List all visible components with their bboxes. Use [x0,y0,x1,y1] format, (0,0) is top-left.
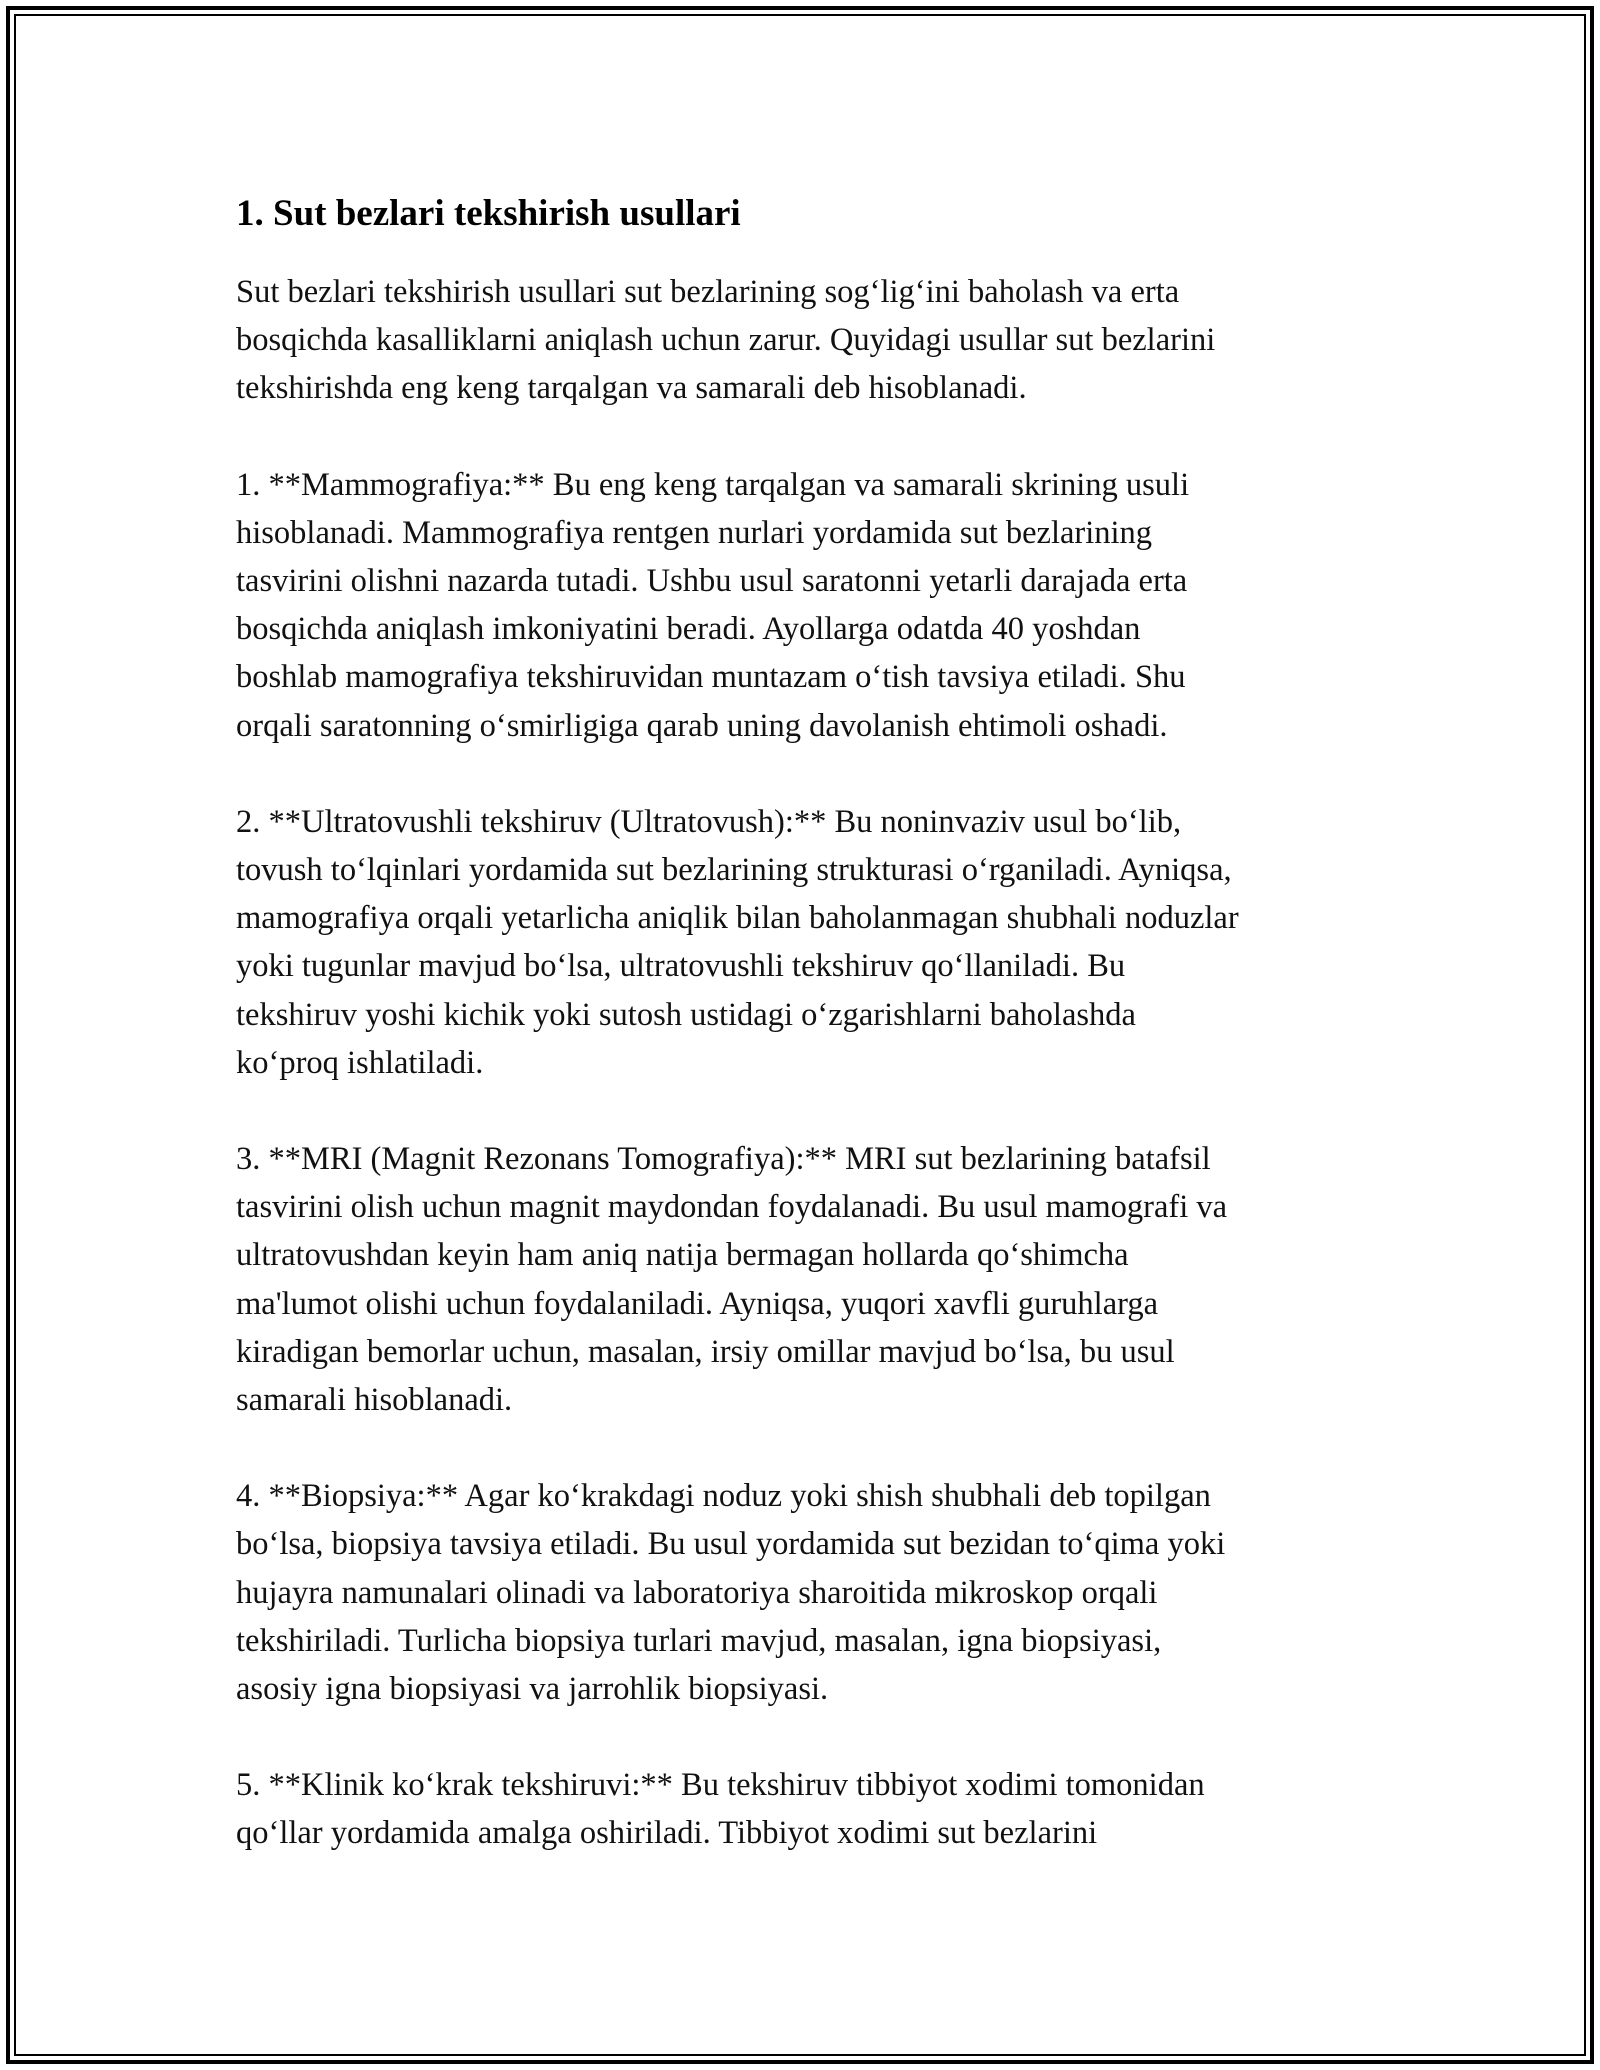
intro-paragraph: Sut bezlari tekshirish usullari sut bezlarining sog‘lig‘ini baholash va erta bosqichda kasalliklarni aniqlash uchun zarur. Quyidagi usullar sut bezlarini tekshirishda eng keng tarqalgan va samarali deb hisoblanadi. [236,274,1216,407]
biopsiya-paragraph: 4. **Biopsiya:** Agar ko‘krakdagi noduz yoki shish shubhali deb topilgan bo‘lsa, biopsiya tavsiya etiladi. Bu usul yordamida sut bezidan to‘qima yoki hujayra namunalari olinadi va laboratoriya sharoitida mikroskop orqali tekshiriladi. Turlicha biopsiya turlari mavjud, masalan, igna biopsiyasi, asosiy igna biopsiyasi va jarrohlik biopsiyasi. [236,1478,1226,1708]
section-heading: 1. Sut bezlari tekshirish usullari [236,193,741,234]
ultratovush-paragraph: 2. **Ultratovushli tekshiruv (Ultratovush):** Bu noninvaziv usul bo‘lib, tovush to‘lqinlari yordamida sut bezlarining strukturasi o‘rganiladi. Ayniqsa, mamografiya orqali yetarlicha aniqlik bilan baholanmagan shubhali noduzlar yoki tugunlar mavjud bo‘lsa, ultratovushli tekshiruv qo‘llaniladi. Bu tekshiruv yoshi kichik yoki sutosh ustidagi o‘zgarishlarni baholashda ko‘proq ishlatiladi. [236,803,1239,1081]
mri-paragraph: 3. **MRI (Magnit Rezonans Tomografiya):** MRI sut bezlarining batafsil tasvirini olish uchun magnit maydondan foydalanadi. Bu usul mamografi va ultratovushdan keyin ham aniq natija bermagan hollarda qo‘shimcha ma'lumot olishi uchun foydalaniladi. Ayniqsa, yuqori xavfli guruhlarga kiradigan bemorlar uchun, masalan, irsiy omillar mavjud bo‘lsa, bu usul samarali hisoblanadi. [236,1141,1228,1419]
document-body [236,186,1376,1858]
klinik-tekshiruv-paragraph: 5. **Klinik ko‘krak tekshiruvi:** Bu tekshiruv tibbiyot xodimi tomonidan qo‘llar yordamida amalga oshiriladi. Tibbiyot xodimi sut bezlarini [236,1767,1205,1852]
mammografiya-paragraph: 1. **Mammografiya:** Bu eng keng tarqalgan va samarali skrining usuli hisoblanadi. Mammografiya rentgen nurlari yordamida sut bezlarining tasvirini olishni nazarda tutadi. Ushbu usul saratonni yetarli darajada erta bosqichda aniqlash imkoniyatini beradi. Ayollarga odatda 40 yoshdan boshlab mamografiya tekshiruvidan muntazam o‘tish tavsiya etiladi. Shu orqali saratonning o‘smirligiga qarab uning davolanish ehtimoli oshadi. [236,466,1190,744]
